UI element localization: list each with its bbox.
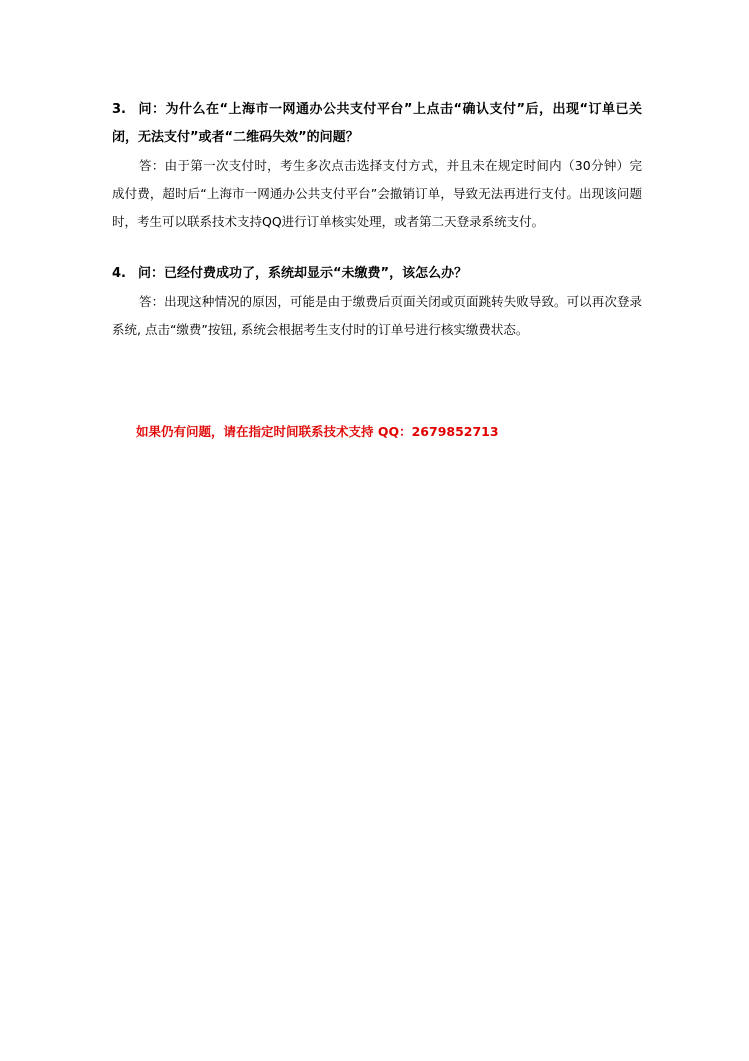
faq-content: [112, 96, 642, 344]
faq-question-text: 问：为什么在“上海市一网通办公共支付平台”上点击“确认支付”后，出现“订单已关闭，无法支付”或者“二维码失效”的问题？: [112, 102, 642, 145]
faq-question-number: 3.: [112, 102, 126, 117]
faq-answer: 答：由于第一次支付时，考生多次点击选择支付方式，并且未在规定时间内（30分钟）完成付费，超时后“上海市一网通办公共支付平台”会撤销订单，导致无法再进行支付。出现该问题时，考生可以联系技术支持QQ进行订单核实处理，或者第二天登录系统支付。: [112, 158, 642, 229]
faq-question-text: 问：已经付费成功了，系统却显示“未缴费”，该怎么办？: [138, 266, 468, 281]
faq-question: [112, 260, 642, 288]
faq-question-number: 4.: [112, 266, 126, 281]
faq-item-4: [112, 260, 642, 344]
faq-question: [112, 96, 642, 152]
faq-answer: 答：出现这种情况的原因，可能是由于缴费后页面关闭或页面跳转失败导致。可以再次登录系统, 点击“缴费”按钮, 系统会根据考生支付时的订单号进行核实缴费状态。: [112, 294, 642, 337]
faq-item-3: [112, 96, 642, 236]
support-contact-notice: 如果仍有问题，请在指定时间联系技术支持 QQ：2679852713: [136, 424, 499, 439]
